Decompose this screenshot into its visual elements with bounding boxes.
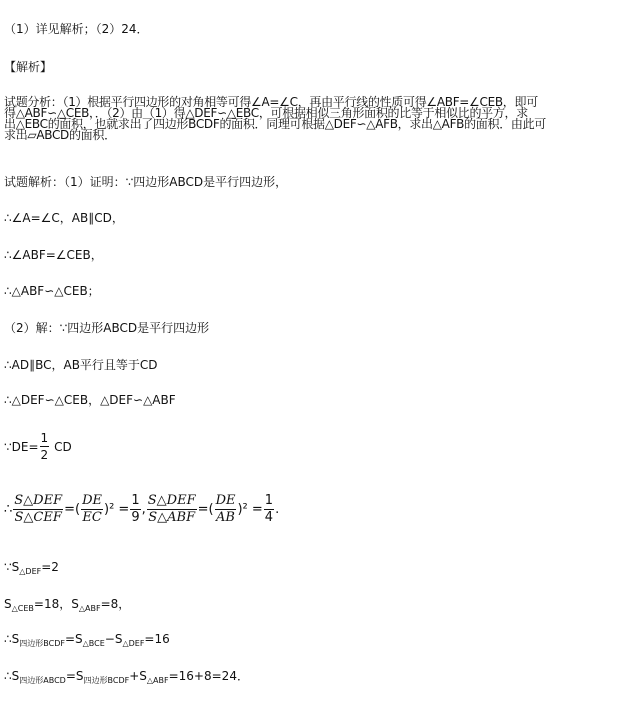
text: )² = bbox=[237, 501, 263, 517]
analysis-line: 试题分析：（1）根据平行四边形的对角相等可得∠A=∠C，再由平行线的性质可得∠ABF=∠CEB，即可 bbox=[4, 95, 538, 109]
text: ∵S bbox=[4, 560, 20, 574]
numerator: DE bbox=[215, 493, 236, 508]
denominator: AB bbox=[216, 510, 235, 525]
analysis-paragraph bbox=[4, 97, 626, 141]
text: ∴S bbox=[4, 669, 20, 683]
numerator: S△DEF bbox=[14, 493, 63, 508]
solution-line-5: （2）解：∵四边形ABCD是平行四边形 bbox=[4, 321, 210, 335]
text: =S bbox=[64, 632, 83, 646]
subscript: △DEF bbox=[122, 639, 145, 648]
fraction-side-ratio-1 bbox=[81, 493, 103, 526]
subscript: 四边形BCDF bbox=[19, 639, 65, 648]
solution-line-11 bbox=[4, 597, 130, 616]
text: =( bbox=[197, 501, 214, 517]
fraction-one-ninth bbox=[130, 493, 140, 526]
text: =2 bbox=[41, 560, 59, 574]
numerator: 1 bbox=[264, 493, 274, 508]
therefore-symbol: ∴ bbox=[4, 501, 13, 517]
analysis-line: 出△EBC的面积，也就求出了四边形BCDF的面积．同理可根据△DEF∽△AFB，求出△AFB的面积．由此可 bbox=[4, 117, 547, 131]
text: , bbox=[141, 501, 146, 517]
solution-line-2: ∴∠A=∠C，AB∥CD， bbox=[4, 211, 124, 225]
fraction-area-ratio-1 bbox=[13, 493, 63, 526]
text: S bbox=[4, 597, 12, 611]
subscript: △ABF bbox=[78, 604, 101, 613]
text: +S bbox=[129, 669, 147, 683]
text: =8， bbox=[100, 597, 131, 611]
solution-line-6: ∴AD∥BC，AB平行且等于CD bbox=[4, 358, 158, 372]
solution-line-8 bbox=[4, 430, 72, 463]
fraction-half bbox=[40, 430, 50, 463]
subscript: △BCE bbox=[82, 639, 105, 648]
solution-line-3: ∴∠ABF=∠CEB， bbox=[4, 248, 103, 262]
text: =( bbox=[64, 501, 81, 517]
denominator: 2 bbox=[40, 448, 49, 462]
text: ∵DE= bbox=[4, 439, 39, 454]
denominator: 4 bbox=[264, 510, 274, 525]
subscript: 四边形ABCD bbox=[19, 676, 66, 685]
solution-line-4: ∴△ABF∽△CEB； bbox=[4, 284, 100, 298]
numerator: DE bbox=[82, 493, 103, 508]
ratio-equation-line bbox=[4, 493, 279, 526]
fraction-area-ratio-2 bbox=[147, 493, 197, 526]
numerator: 1 bbox=[40, 431, 49, 445]
fraction-side-ratio-2 bbox=[215, 493, 237, 526]
subscript: △CEB bbox=[11, 604, 34, 613]
solution-line-7: ∴△DEF∽△CEB，△DEF∽△ABF bbox=[4, 393, 176, 407]
solution-line-10 bbox=[4, 560, 59, 579]
solution-line-12 bbox=[4, 632, 170, 651]
denominator: S△CEF bbox=[14, 510, 62, 525]
analysis-line: 得△ABF∽△CEB，．（2）由（1）得△DEF∽△EBC，可根据相似三角形面积的比等于相似比的平方，求 bbox=[4, 106, 528, 120]
numerator: 1 bbox=[131, 493, 140, 508]
analysis-line: 求出▱ABCD的面积． bbox=[4, 128, 116, 142]
text: CD bbox=[54, 439, 72, 454]
denominator: S△ABF bbox=[148, 510, 196, 525]
solution-line-13 bbox=[4, 669, 249, 688]
solution-line-1: 试题解析：（1）证明：∵四边形ABCD是平行四边形， bbox=[4, 175, 288, 189]
denominator: EC bbox=[82, 510, 102, 525]
section-heading: 【解析】 bbox=[4, 60, 53, 74]
text: )² = bbox=[104, 501, 130, 517]
answer-line: （1）详见解析；（2）24． bbox=[4, 22, 149, 36]
text: =16+8=24． bbox=[168, 669, 249, 683]
fraction-one-quarter bbox=[264, 493, 274, 526]
denominator: 9 bbox=[131, 510, 140, 525]
text: −S bbox=[104, 632, 123, 646]
text: . bbox=[275, 501, 280, 517]
subscript: 四边形BCDF bbox=[83, 676, 130, 685]
text: =18，S bbox=[33, 597, 79, 611]
subscript: △DEF bbox=[19, 567, 42, 576]
numerator: S△DEF bbox=[147, 493, 196, 508]
text: =S bbox=[65, 669, 84, 683]
subscript: △ABF bbox=[146, 676, 169, 685]
text: =16 bbox=[144, 632, 170, 646]
text: ∴S bbox=[4, 632, 20, 646]
